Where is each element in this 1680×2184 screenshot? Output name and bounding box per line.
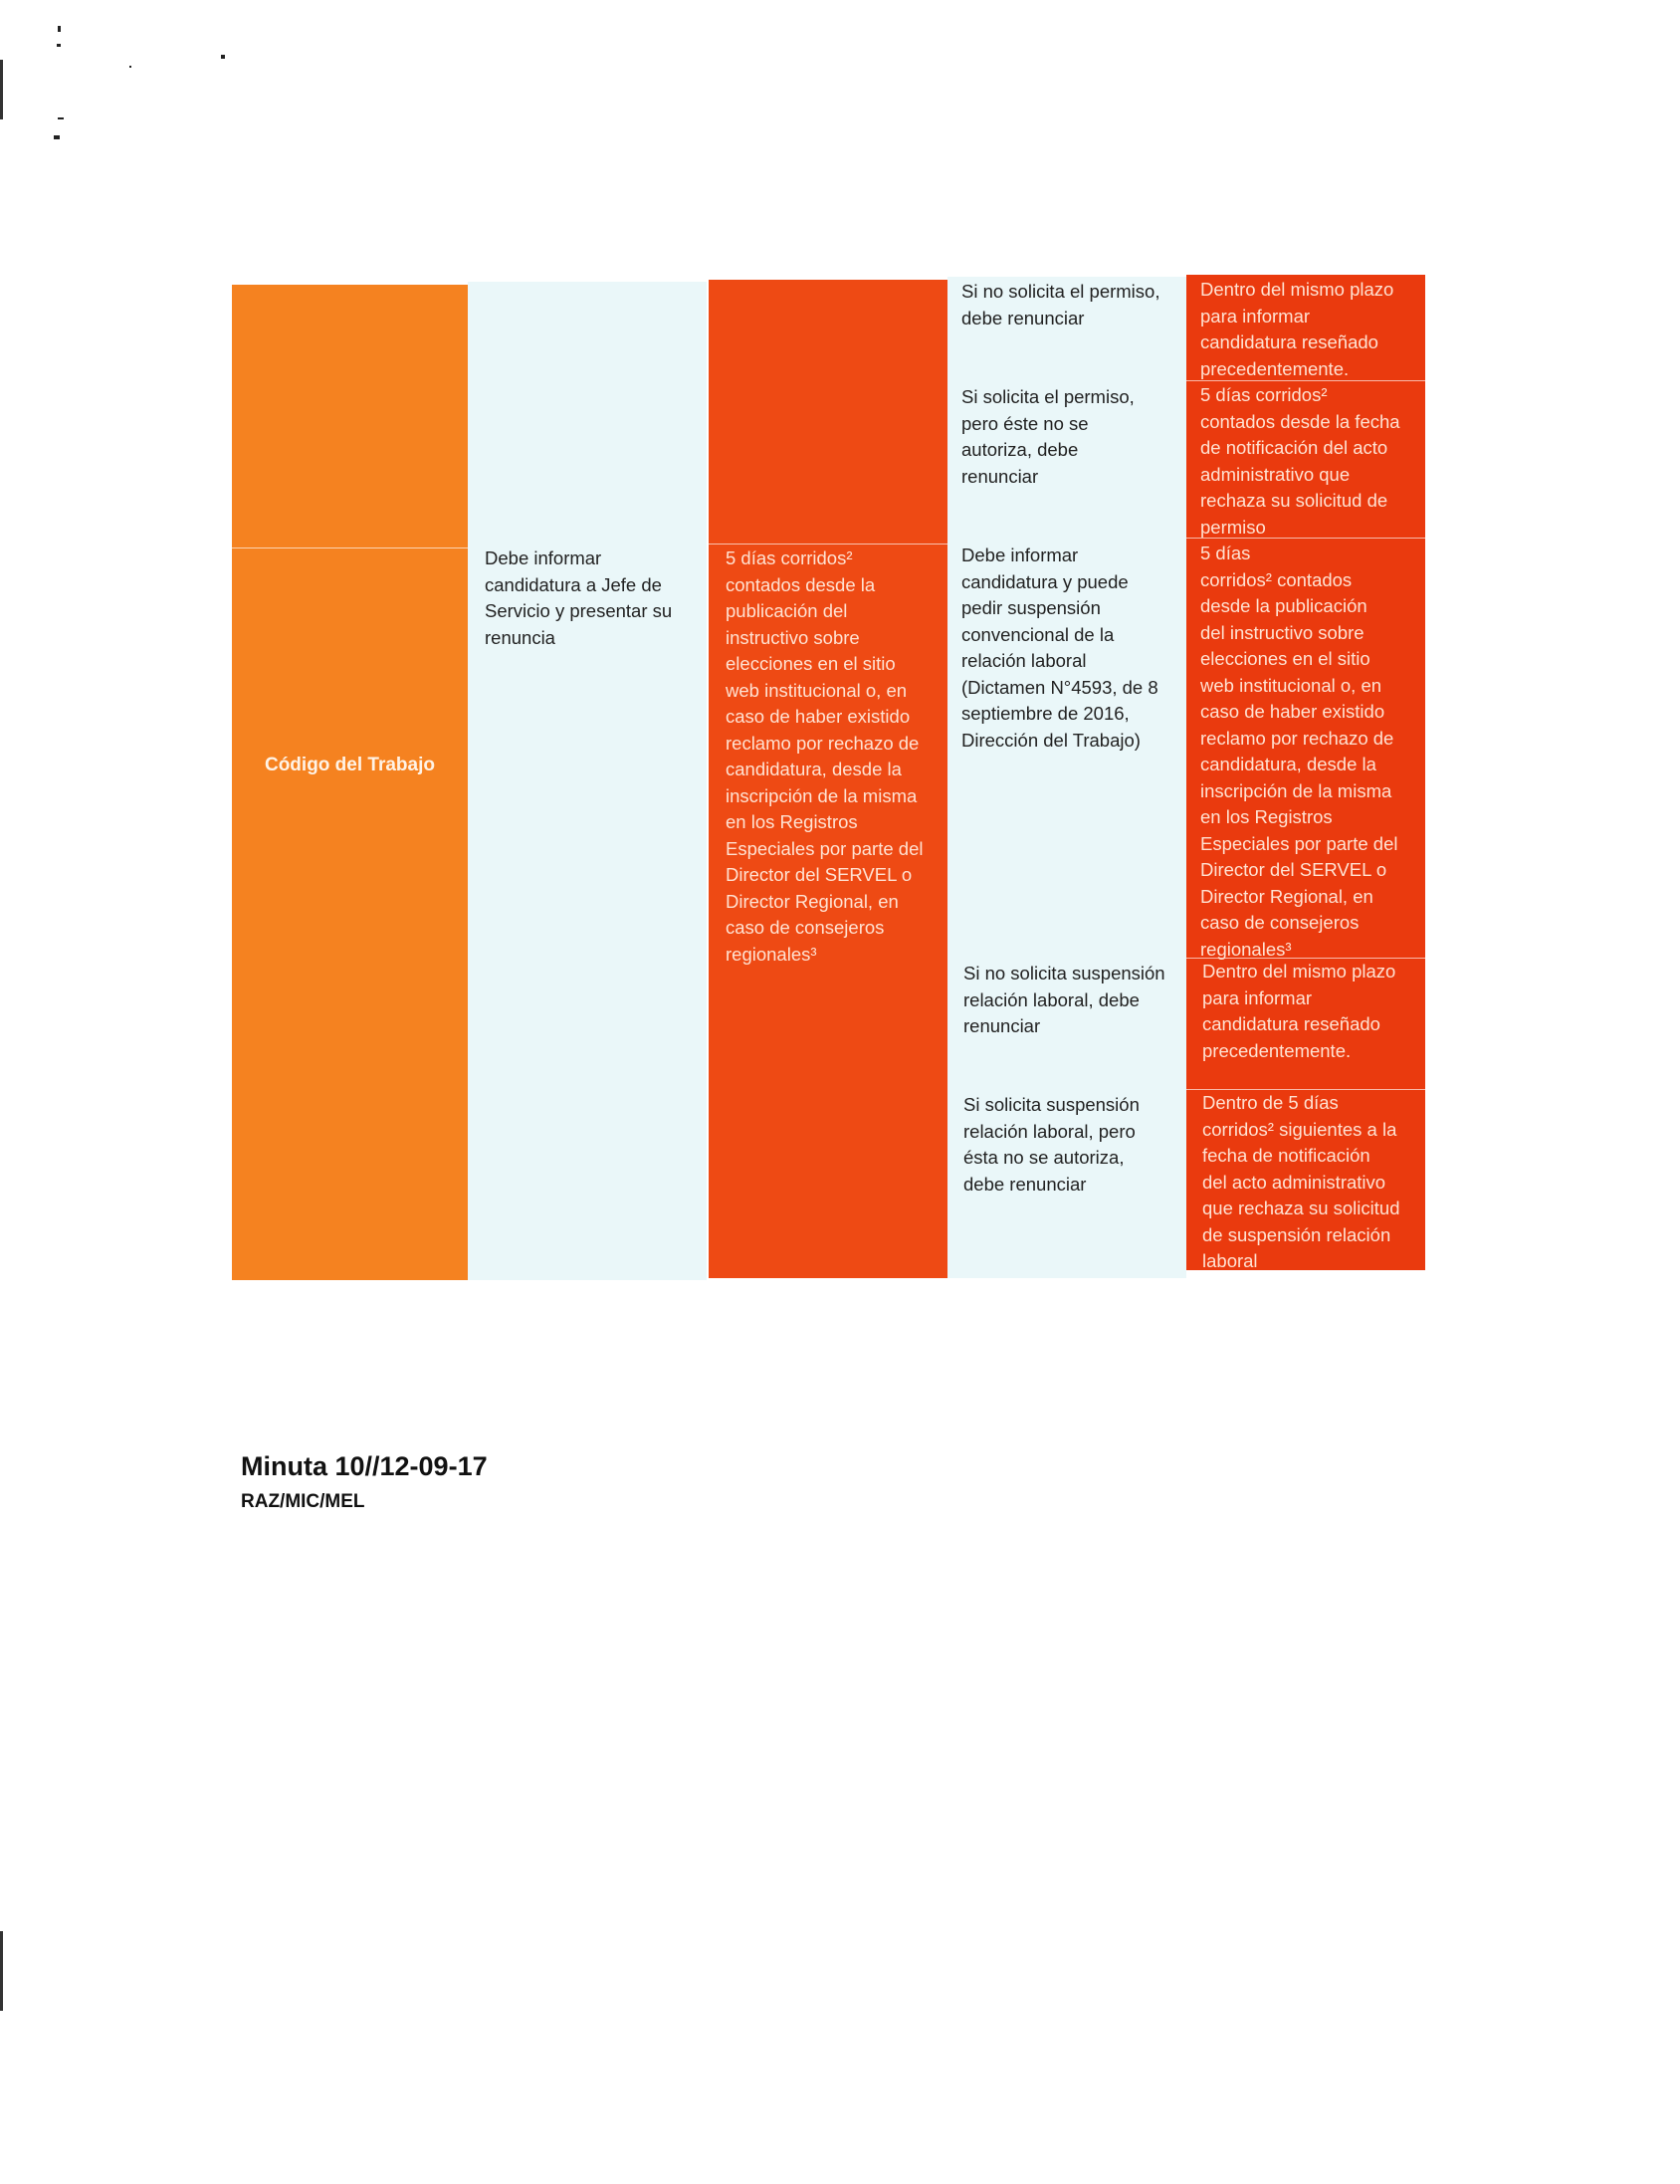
column-regime [232, 285, 468, 1280]
scan-speck [57, 44, 61, 47]
condition-text: Si no solicita suspensión relación laboral, debe renunciar [963, 963, 1165, 1036]
condition-text: Si solicita el permiso, pero éste no se autoriza, debe renunciar [961, 386, 1135, 487]
row-divider [232, 547, 468, 548]
deadline-text: Dentro de 5 días corridos² siguientes a la fecha de notificación del acto administrativo que rechaza su solicitud de suspensión relación laboral [1202, 1092, 1400, 1271]
scan-speck [221, 55, 225, 59]
condition-text: Debe informar candidatura y puede pedir suspensión convencional de la relación laboral (Dictamen N°4593, de 8 septiembre de 2016, Dirección del Trabajo) [961, 545, 1158, 751]
scan-speck [129, 66, 131, 68]
minute-reference: Minuta 10//12-09-17 [241, 1451, 488, 1481]
scan-speck [58, 26, 61, 32]
scan-edge-top [0, 60, 3, 119]
row-divider [709, 544, 947, 545]
scan-speck [58, 117, 64, 119]
condition-text: Si solicita suspensión relación laboral, pero ésta no se autoriza, debe renunciar [963, 1094, 1140, 1195]
obligation-deadline-text: 5 días corridos² contados desde la publicación del instructivo sobre elecciones en el sitio web institucional o, en caso de haber existido reclamo por rechazo de candidatura, desde la inscripción de la misma en los Registros Especiales por parte del Director del SERVEL o Director Regional, en caso de consejeros regionales³ [726, 547, 924, 965]
condition-text: Si no solicita el permiso, debe renunciar [961, 281, 1160, 328]
deadline-text: Dentro del mismo plazo para informar candidatura reseñado precedentemente. [1202, 961, 1396, 1061]
author-initials: RAZ/MIC/MEL [241, 1491, 365, 1512]
deadline-text: Dentro del mismo plazo para informar candidatura reseñado precedentemente. [1200, 279, 1394, 379]
scan-speck [54, 135, 60, 139]
deadline-text: 5 días corridos² contados desde la fecha de notificación del acto administrativo que rechaza su solicitud de permiso [1200, 384, 1400, 538]
deadline-text: 5 días corridos² contados desde la publicación del instructivo sobre elecciones en el sitio web institucional o, en caso de haber existido reclamo por rechazo de candidatura, desde la inscripción de la misma en los Registros Especiales por parte del Director del SERVEL o Director Regional, en caso de consejeros regionales³ [1200, 543, 1398, 960]
scan-edge-bottom [0, 1931, 3, 2011]
regime-label: Código del Trabajo [264, 755, 435, 775]
column-obligation [468, 282, 707, 1280]
obligation-text: Debe informar candidatura a Jefe de Servicio y presentar su renuncia [485, 547, 673, 648]
